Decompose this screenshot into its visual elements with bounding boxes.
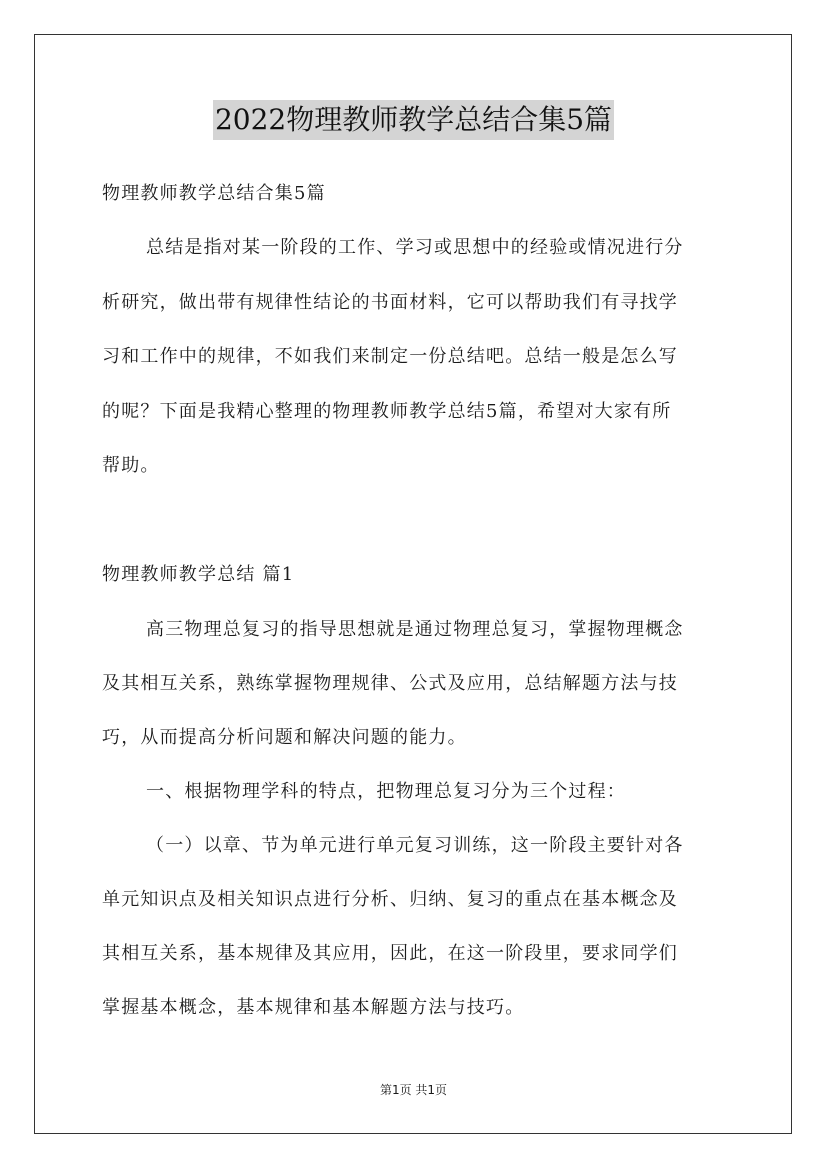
intro-line: 析研究，做出带有规律性结论的书面材料，它可以帮助我们有寻找学	[102, 292, 678, 313]
paragraph-line: （一）以章、节为单元进行单元复习训练，这一阶段主要针对各	[146, 835, 684, 856]
paragraph-line: 其相互关系，基本规律及其应用，因此，在这一阶段里，要求同学们	[102, 943, 678, 964]
document-title: 2022物理教师教学总结合集5篇	[213, 100, 614, 140]
intro-line: 总结是指对某一阶段的工作、学习或思想中的经验或情况进行分	[146, 237, 684, 258]
paragraph-line: 及其相互关系，熟练掌握物理规律、公式及应用，总结解题方法与技	[102, 673, 678, 694]
intro-line: 帮助。	[102, 455, 160, 476]
section-heading: 物理教师教学总结 篇1	[102, 564, 295, 585]
paragraph-line: 巧，从而提高分析问题和解决问题的能力。	[102, 727, 467, 748]
paragraph-line: 掌握基本概念，基本规律和基本解题方法与技巧。	[102, 997, 525, 1018]
title-container	[0, 100, 827, 140]
paragraph-line: 高三物理总复习的指导思想就是通过物理总复习，掌握物理概念	[146, 619, 684, 640]
intro-line: 的呢？下面是我精心整理的物理教师教学总结5篇，希望对大家有所	[102, 401, 672, 422]
paragraph-line: 一、根据物理学科的特点，把物理总复习分为三个过程：	[146, 781, 626, 802]
paragraph-line: 单元知识点及相关知识点进行分析、归纳、复习的重点在基本概念及	[102, 889, 678, 910]
intro-line: 习和工作中的规律，不如我们来制定一份总结吧。总结一般是怎么写	[102, 346, 678, 367]
page-number-footer: 第1页 共1页	[379, 1083, 448, 1097]
document-subtitle: 物理教师教学总结合集5篇	[102, 183, 326, 204]
